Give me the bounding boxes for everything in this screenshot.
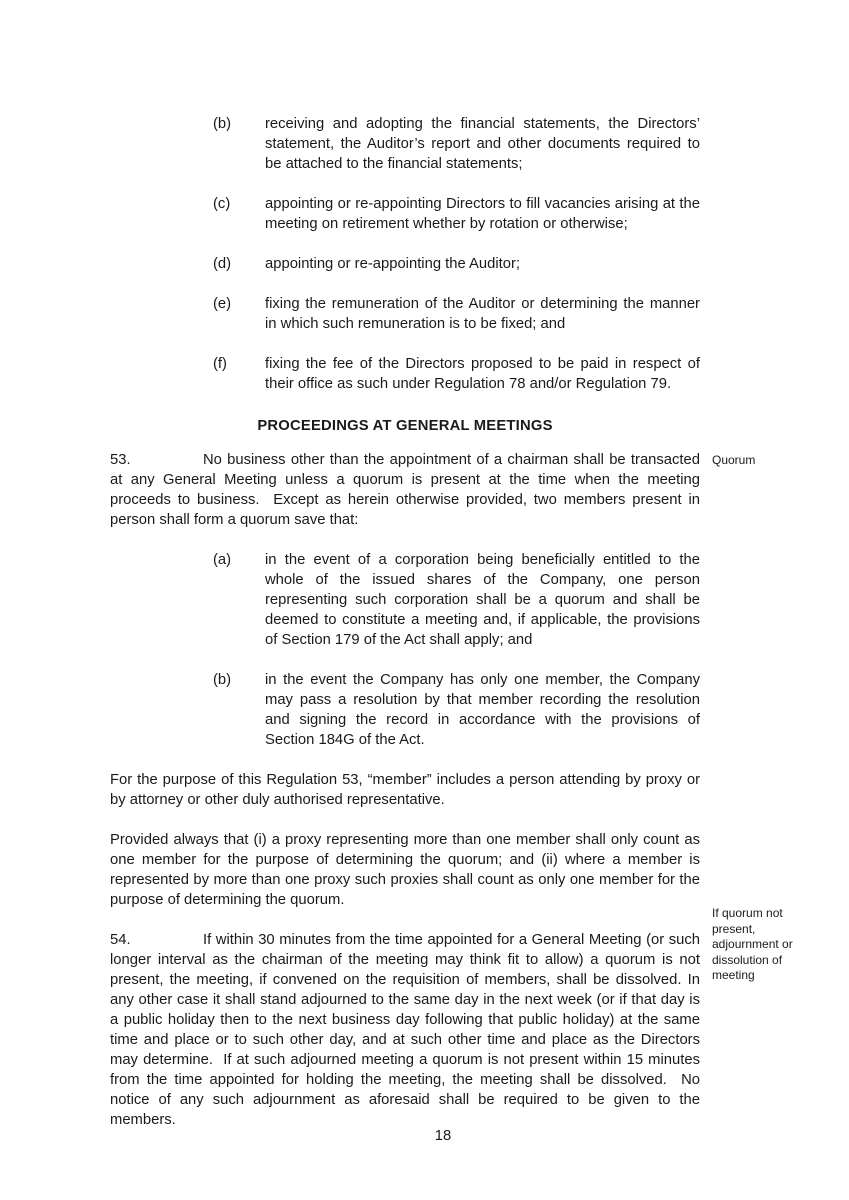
clause-53-subitem-a <box>213 550 700 650</box>
margin-note-adjournment: If quorum not present, adjournment or dissolution of meeting <box>712 906 793 982</box>
margin-note-quorum: Quorum <box>712 453 756 467</box>
list-item-label: (b) <box>213 116 232 132</box>
list-item-label: (e) <box>213 296 232 312</box>
list-item-text: appointing or re-appointing the Auditor; <box>265 256 521 272</box>
list-item-e <box>213 294 700 334</box>
clause-53-subitem-b <box>213 670 700 750</box>
clause-text: If within 30 minutes from the time appointed for a General Meeting (or such longer interval as the chairman of the meeting may think fit to allow) a quorum is not present, the meeting, if convened on the requisition of members, shall be dissolved. In any other case it shall stand adjourned to the same day in the next week (or if that day is a public holiday then to the next business day following that public holiday) at the same time and place or to such other day, and at such other time and place as the Directors may determine. If at such adjourned meeting a quorum is not present within 15 minutes from the time appointed for holding the meeting, the meeting shall be dissolved. No notice of any such adjournment as aforesaid shall be required to be given to the members. <box>110 932 700 1128</box>
list-item-d <box>213 254 700 274</box>
list-item-b <box>213 114 700 174</box>
list-item-label: (a) <box>213 552 232 568</box>
list-item-label: (b) <box>213 672 232 688</box>
list-item-c <box>213 194 700 234</box>
list-item-text: in the event of a corporation being beneficially entitled to the whole of the issued shares of the Company, one person representing such corporation shall be a quorum and shall be deemed to constitute a meeting and, if applicable, the provisions of Section 179 of the Act shall apply; and <box>265 552 700 648</box>
list-item-text: in the event the Company has only one member, the Company may pass a resolution by that member recording the resolution and signing the record in accordance with the provisions of Section 184G of the Act. <box>265 672 700 748</box>
list-item-label: (d) <box>213 256 232 272</box>
clause-53-member-paragraph: For the purpose of this Regulation 53, “member” includes a person attending by proxy or by attorney or other duly authorised representative. <box>110 772 700 808</box>
page-number: 18 <box>434 1128 452 1144</box>
list-item-f <box>213 354 700 394</box>
list-item-label: (f) <box>213 356 227 372</box>
list-item-text: receiving and adopting the financial statements, the Directors’ statement, the Auditor’s report and other documents required to be attached to the financial statements; <box>265 116 700 172</box>
clause-text: No business other than the appointment of a chairman shall be transacted at any General Meeting unless a quorum is present at the time when the meeting proceeds to business. Except as herein otherwise provided, two members present in person shall form a quorum save that: <box>110 452 700 528</box>
clause-53 <box>110 450 700 530</box>
list-item-text: fixing the fee of the Directors proposed to be paid in respect of their office as such under Regulation 78 and/or Regulation 79. <box>265 356 700 392</box>
list-item-text: appointing or re-appointing Directors to fill vacancies arising at the meeting on retirement whether by rotation or otherwise; <box>265 196 700 232</box>
list-item-label: (c) <box>213 196 231 212</box>
clause-54 <box>110 930 700 1130</box>
list-item-text: fixing the remuneration of the Auditor or determining the manner in which such remuneration is to be fixed; and <box>265 296 700 332</box>
clause-number: 53. <box>110 452 131 468</box>
document-body <box>110 114 700 1150</box>
section-heading: PROCEEDINGS AT GENERAL MEETINGS <box>257 418 553 434</box>
clause-53-proviso-paragraph: Provided always that (i) a proxy representing more than one member shall only count as one member for the purpose of determining the quorum; and (ii) where a member is represented by more than one proxy such proxies shall count as only one member for the purpose of determining the quorum. <box>110 832 700 908</box>
clause-number: 54. <box>110 932 131 948</box>
